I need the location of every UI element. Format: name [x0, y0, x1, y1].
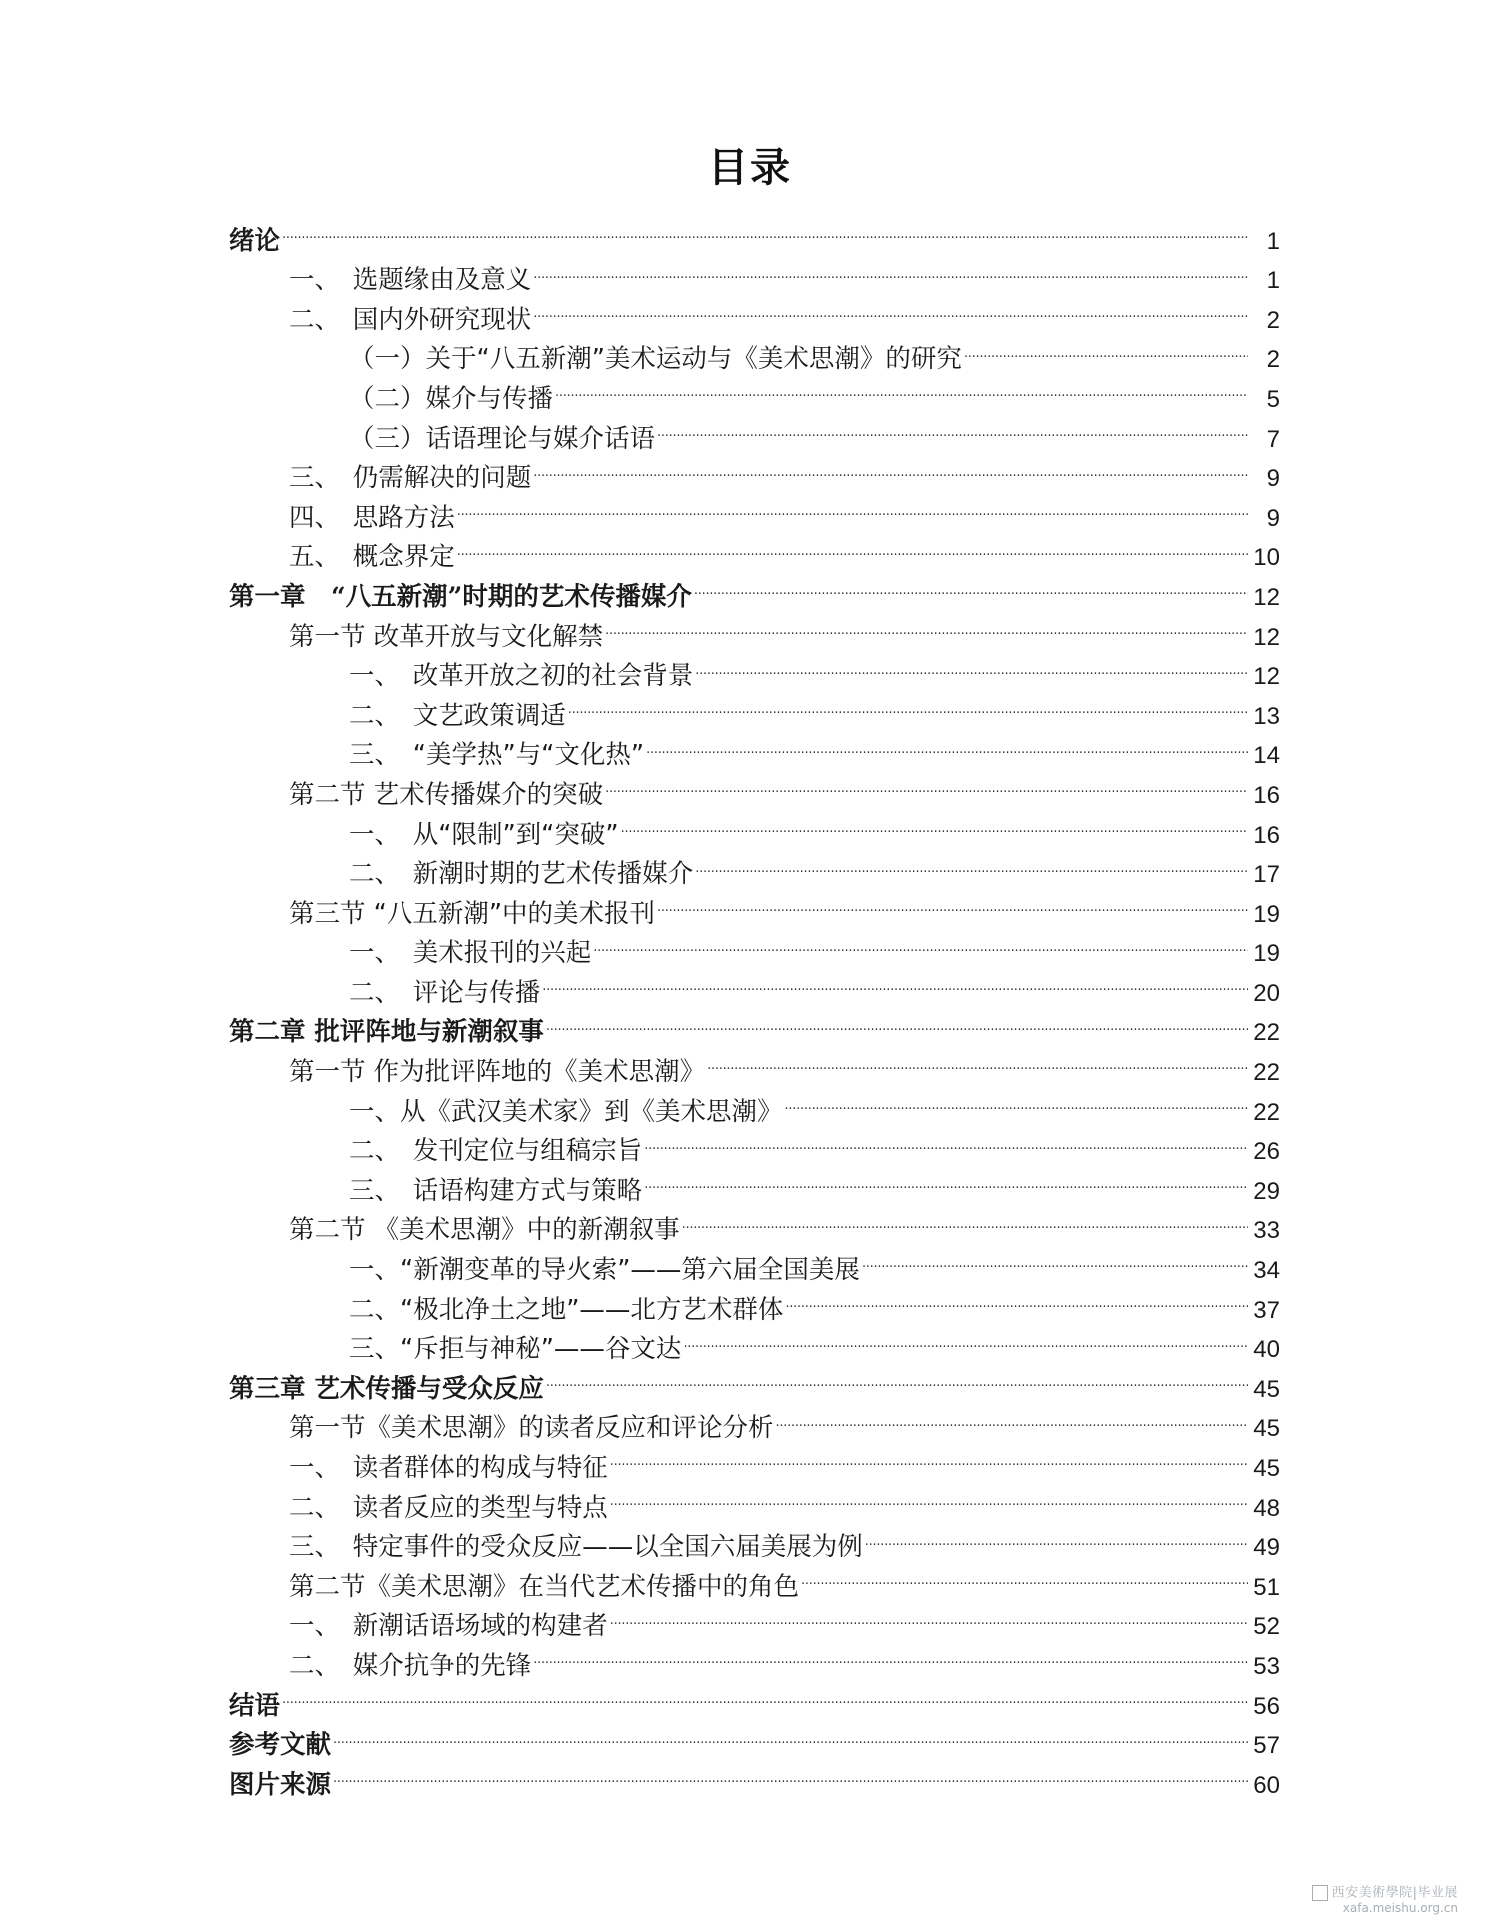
toc-entry-title: 二、 读者反应的类型与特点 — [289, 1492, 608, 1523]
table-of-contents — [229, 209, 1280, 1800]
toc-entry-page-number: 19 — [1253, 940, 1280, 968]
toc-entry-page-number: 60 — [1253, 1771, 1280, 1799]
dot-leader — [610, 1476, 1248, 1516]
dot-leader — [646, 724, 1248, 764]
dot-leader — [707, 1040, 1248, 1080]
toc-entry-page-number: 2 — [1266, 306, 1280, 334]
toc-entry-page-number: 1 — [1266, 267, 1280, 295]
dot-leader — [657, 407, 1248, 447]
toc-entry-title: 三、 话语构建方式与策略 — [349, 1175, 643, 1206]
dot-leader — [593, 922, 1248, 962]
dot-leader — [333, 1714, 1248, 1754]
dot-leader — [605, 605, 1248, 645]
toc-entry-page-number: 7 — [1266, 425, 1280, 453]
dot-leader — [610, 1436, 1248, 1476]
dot-leader — [785, 1080, 1248, 1120]
toc-entry-title: 第二节 《美术思潮》中的新潮叙事 — [289, 1215, 680, 1246]
toc-entry-title: 一、 选题缘由及意义 — [289, 265, 532, 296]
toc-entry-page-number: 26 — [1253, 1138, 1280, 1166]
dot-leader — [282, 209, 1248, 249]
dot-leader — [333, 1753, 1248, 1793]
dot-leader — [644, 1159, 1248, 1199]
toc-entry-page-number: 22 — [1253, 1019, 1280, 1047]
toc-entry-title: 一、“新潮变革的导火索”——第六届全国美展 — [349, 1255, 860, 1286]
toc-entry-title: 第一章 “八五新潮”时期的艺术传播媒介 — [229, 581, 692, 612]
toc-entry-title: 五、 概念界定 — [289, 542, 455, 573]
toc-entry-page-number: 40 — [1253, 1336, 1280, 1364]
toc-entry-page-number: 51 — [1253, 1573, 1280, 1601]
dot-leader — [621, 803, 1248, 843]
toc-entry-title: 二、 媒介抗争的先锋 — [289, 1650, 532, 1681]
dot-leader — [457, 526, 1248, 566]
watermark — [1308, 1885, 1458, 1915]
page-title: 目录 — [708, 145, 792, 191]
toc-entry-page-number: 12 — [1253, 583, 1280, 611]
toc-entry-title: 一、 从“限制”到“突破” — [349, 819, 619, 850]
toc-entry[interactable] — [229, 249, 1280, 296]
toc-entry-title: 结语 — [229, 1690, 281, 1721]
dot-leader — [695, 645, 1248, 685]
dot-leader — [555, 367, 1248, 407]
toc-entry-title: （三）话语理论与媒介话语 — [349, 423, 656, 454]
dot-leader — [546, 1357, 1248, 1397]
toc-entry-title: （二）媒介与传播 — [349, 383, 554, 414]
toc-entry-page-number: 33 — [1253, 1217, 1280, 1245]
toc-entry-title: 二、 文艺政策调适 — [349, 700, 566, 731]
toc-entry[interactable] — [229, 209, 1280, 256]
dot-leader — [695, 843, 1248, 883]
toc-entry-title: 第一节 改革开放与文化解禁 — [289, 621, 604, 652]
toc-entry-page-number: 20 — [1253, 979, 1280, 1007]
toc-entry-title: 一、 读者群体的构成与特征 — [289, 1453, 608, 1483]
toc-entry-page-number: 14 — [1253, 742, 1280, 770]
toc-entry-page-number: 34 — [1253, 1257, 1280, 1285]
dot-leader — [683, 1318, 1248, 1358]
toc-entry-page-number: 10 — [1253, 544, 1280, 572]
dot-leader — [533, 1634, 1248, 1674]
toc-entry-title: 一、 新潮话语场域的构建者 — [289, 1611, 608, 1642]
dot-leader — [682, 1199, 1248, 1239]
dot-leader — [801, 1555, 1248, 1595]
toc-entry-page-number: 49 — [1253, 1534, 1280, 1562]
toc-entry-page-number: 9 — [1266, 465, 1280, 493]
toc-entry-title: 第三节 “八五新潮”中的美术报刊 — [289, 898, 656, 929]
toc-entry-title: 一、 改革开放之初的社会背景 — [349, 661, 694, 692]
dot-leader — [605, 763, 1248, 803]
toc-entry-page-number: 52 — [1253, 1613, 1280, 1641]
toc-entry-title: 三、 仍需解决的问题 — [289, 463, 532, 494]
toc-entry-title: 绪论 — [229, 225, 281, 256]
dot-leader — [542, 961, 1248, 1001]
dot-leader — [657, 882, 1248, 922]
dot-leader — [546, 1001, 1248, 1041]
toc-entry-page-number: 57 — [1253, 1732, 1280, 1760]
dot-leader — [865, 1516, 1248, 1556]
toc-entry-title: 一、从《武汉美术家》到《美术思潮》 — [349, 1096, 783, 1127]
toc-entry-page-number: 37 — [1253, 1296, 1280, 1324]
toc-entry[interactable] — [229, 1714, 1280, 1761]
toc-entry-title: 一、 美术报刊的兴起 — [349, 938, 592, 969]
toc-entry-title: 三、 特定事件的受众反应——以全国六届美展为例 — [289, 1532, 863, 1563]
toc-entry-page-number: 9 — [1266, 504, 1280, 532]
toc-entry-page-number: 45 — [1253, 1375, 1280, 1403]
dot-leader — [776, 1397, 1248, 1437]
toc-entry-page-number: 22 — [1253, 1059, 1280, 1087]
toc-entry-page-number: 12 — [1253, 663, 1280, 691]
dot-leader — [282, 1674, 1248, 1714]
toc-entry-page-number: 2 — [1266, 346, 1280, 374]
dot-leader — [964, 328, 1248, 368]
dot-leader — [694, 565, 1248, 605]
toc-entry-page-number: 1 — [1266, 227, 1280, 255]
dot-leader — [610, 1595, 1248, 1635]
toc-entry-title: 第二节《美术思潮》在当代艺术传播中的角色 — [289, 1571, 800, 1602]
toc-entry[interactable] — [229, 1674, 1280, 1721]
dot-leader — [533, 447, 1248, 487]
toc-entry-page-number: 56 — [1253, 1692, 1280, 1720]
toc-entry-title: 二、 国内外研究现状 — [289, 304, 532, 335]
toc-entry-title: 第三章 艺术传播与受众反应 — [229, 1373, 544, 1404]
toc-entry-title: 第一节 作为批评阵地的《美术思潮》 — [289, 1057, 706, 1088]
toc-entry-page-number: 16 — [1253, 821, 1280, 849]
dot-leader — [457, 486, 1248, 526]
toc-entry-title: 二、 评论与传播 — [349, 977, 541, 1008]
toc-entry-title: 二、 新潮时期的艺术传播媒介 — [349, 859, 694, 890]
toc-entry-title: 第一节《美术思潮》的读者反应和评论分析 — [289, 1413, 774, 1444]
toc-entry[interactable] — [229, 1753, 1280, 1800]
dot-leader — [533, 249, 1248, 289]
toc-entry-page-number: 29 — [1253, 1177, 1280, 1205]
dot-leader — [862, 1238, 1248, 1278]
toc-entry-title: 二、 发刊定位与组稿宗旨 — [349, 1136, 643, 1167]
toc-entry-page-number: 48 — [1253, 1494, 1280, 1522]
toc-entry-page-number: 22 — [1253, 1098, 1280, 1126]
toc-entry-title: 图片来源 — [229, 1769, 332, 1800]
toc-entry-page-number: 5 — [1266, 385, 1280, 413]
academy-logo-icon — [1312, 1885, 1328, 1901]
toc-entry-title: 四、 思路方法 — [289, 502, 455, 533]
toc-entry-page-number: 13 — [1253, 702, 1280, 730]
toc-entry-title: 第二节 艺术传播媒介的突破 — [289, 779, 604, 810]
toc-entry-page-number: 45 — [1253, 1415, 1280, 1443]
toc-entry-title: 三、 “美学热”与“文化热” — [349, 740, 645, 771]
toc-entry-title: （一）关于“八五新潮”美术运动与《美术思潮》的研究 — [349, 344, 962, 375]
toc-entry-title: 参考文献 — [229, 1730, 332, 1761]
dot-leader — [568, 684, 1248, 724]
toc-entry-page-number: 16 — [1253, 781, 1280, 809]
toc-entry-page-number: 17 — [1253, 861, 1280, 889]
toc-entry-page-number: 12 — [1253, 623, 1280, 651]
toc-entry-title: 第二章 批评阵地与新潮叙事 — [229, 1017, 544, 1048]
watermark-org: 西安美術學院|毕业展 — [1331, 1885, 1458, 1901]
dot-leader — [533, 288, 1248, 328]
dot-leader — [785, 1278, 1248, 1318]
toc-entry-page-number: 53 — [1253, 1652, 1280, 1680]
toc-entry-page-number: 45 — [1253, 1455, 1280, 1482]
toc-entry-title: 二、“极北净土之地”——北方艺术群体 — [349, 1294, 784, 1325]
toc-entry-page-number: 19 — [1253, 900, 1280, 928]
dot-leader — [644, 1120, 1248, 1160]
toc-entry-title: 三、“斥拒与神秘”——谷文达 — [349, 1334, 682, 1365]
watermark-url: xafa.meishu.org.cn — [1342, 1901, 1458, 1915]
